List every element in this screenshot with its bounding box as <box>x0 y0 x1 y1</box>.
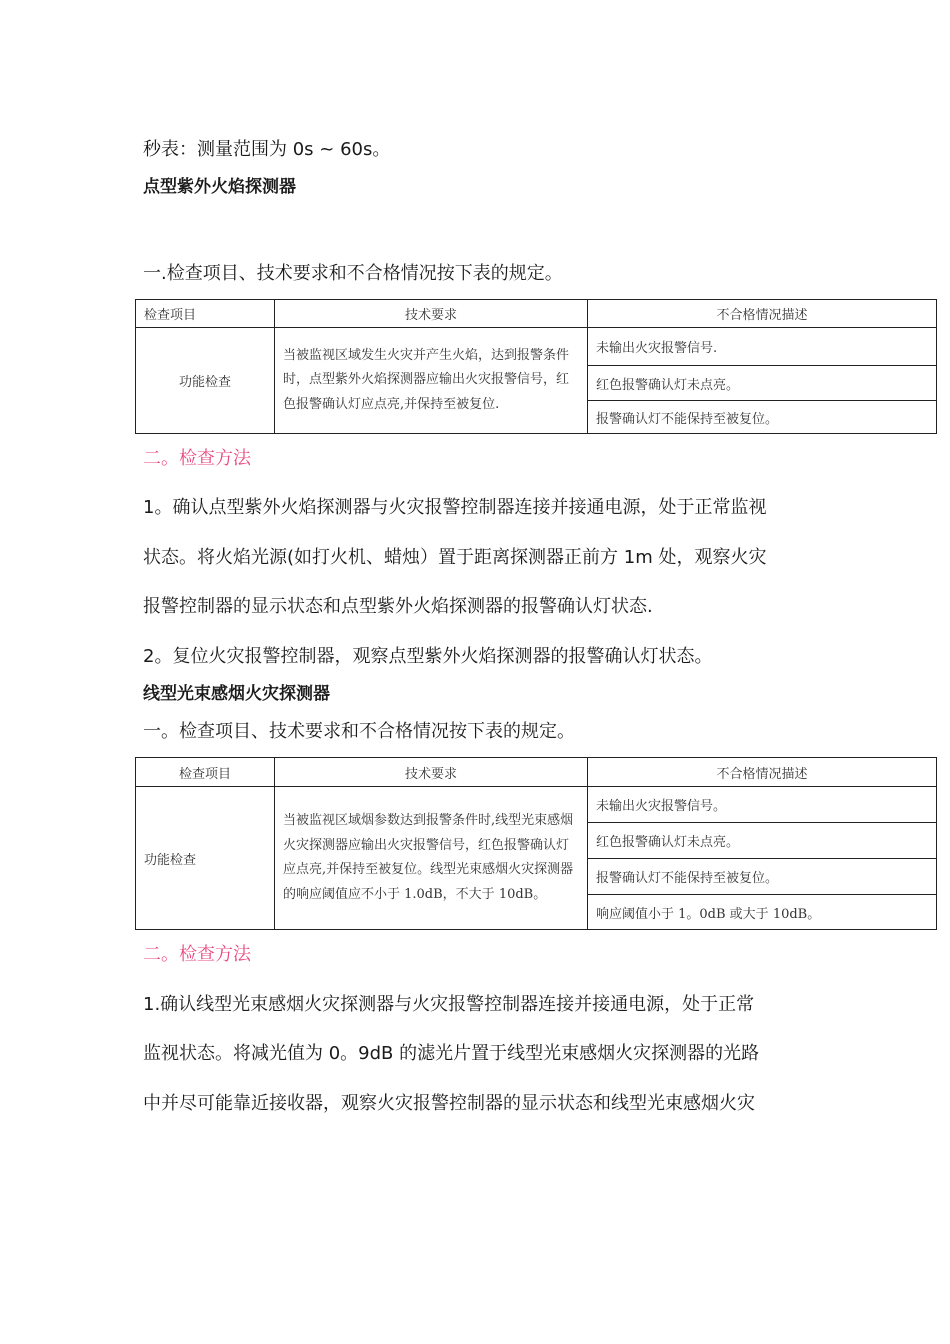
stopwatch-line: 秒表：测量范围为 0s ~ 60s。 <box>143 139 391 160</box>
section2-method-line: 1.确认线型光束感烟火灾探测器与火灾报警控制器连接并接通电源，处于正常 <box>143 994 755 1015</box>
header-item: 检查项目 <box>136 300 275 328</box>
failure-item: 报警确认灯不能保持至被复位。 <box>588 859 937 895</box>
section2-spec-table <box>135 757 937 930</box>
section1-lead: 一.检查项目、技术要求和不合格情况按下表的规定。 <box>143 263 563 284</box>
failure-item: 未输出火灾报警信号。 <box>588 787 937 823</box>
section2-method-line: 监视状态。将减光值为 0。9dB 的滤光片置于线型光束感烟火灾探测器的光路 <box>143 1043 760 1064</box>
failure-item: 红色报警确认灯未点亮。 <box>588 823 937 859</box>
header-item: 检查项目 <box>136 758 275 787</box>
check-item: 功能检查 <box>136 328 275 434</box>
section2-title: 线型光束感烟火灾探测器 <box>143 684 330 704</box>
table-row <box>136 328 937 366</box>
table-header-row <box>136 758 937 787</box>
section2-method-line: 中并尽可能靠近接收器，观察火灾报警控制器的显示状态和线型光束感烟火灾 <box>143 1093 755 1114</box>
failure-item: 未输出火灾报警信号. <box>588 328 937 366</box>
section1-method-line: 2。复位火灾报警控制器，观察点型紫外火焰探测器的报警确认灯状态。 <box>143 646 713 667</box>
section2-method-title: 二。检查方法 <box>143 944 251 965</box>
header-failure: 不合格情况描述 <box>588 300 937 328</box>
table-row <box>136 787 937 823</box>
section1-method-line: 报警控制器的显示状态和点型紫外火焰探测器的报警确认灯状态. <box>143 596 653 617</box>
header-requirement: 技术要求 <box>275 300 588 328</box>
section1-method-line: 1。确认点型紫外火焰探测器与火灾报警控制器连接并接通电源，处于正常监视 <box>143 497 767 518</box>
section2-lead: 一。检查项目、技术要求和不合格情况按下表的规定。 <box>143 721 575 742</box>
failure-item: 红色报警确认灯未点亮。 <box>588 366 937 401</box>
header-requirement: 技术要求 <box>275 758 588 787</box>
requirement-text: 当被监视区域发生火灾并产生火焰，达到报警条件时，点型紫外火焰探测器应输出火灾报警信号，红色报警确认灯应点亮,并保持至被复位. <box>275 328 588 434</box>
failure-item: 报警确认灯不能保持至被复位。 <box>588 401 937 434</box>
section1-method-title: 二。检查方法 <box>143 448 251 469</box>
section1-spec-table <box>135 299 937 434</box>
section1-method-line: 状态。将火焰光源(如打火机、蜡烛）置于距离探测器正前方 1m 处，观察火灾 <box>143 547 767 568</box>
table-header-row <box>136 300 937 328</box>
section1-title: 点型紫外火焰探测器 <box>143 177 296 197</box>
check-item: 功能检查 <box>136 787 275 930</box>
requirement-text: 当被监视区域烟参数达到报警条件时,线型光束感烟火灾探测器应输出火灾报警信号，红色报警确认灯应点亮,并保持至被复位。线型光束感烟火灾探测器的响应阈值应不小于 1.0dB，不大于 10dB。 <box>275 787 588 930</box>
header-failure: 不合格情况描述 <box>588 758 937 787</box>
failure-item: 响应阈值小于 1。0dB 或大于 10dB。 <box>588 895 937 930</box>
